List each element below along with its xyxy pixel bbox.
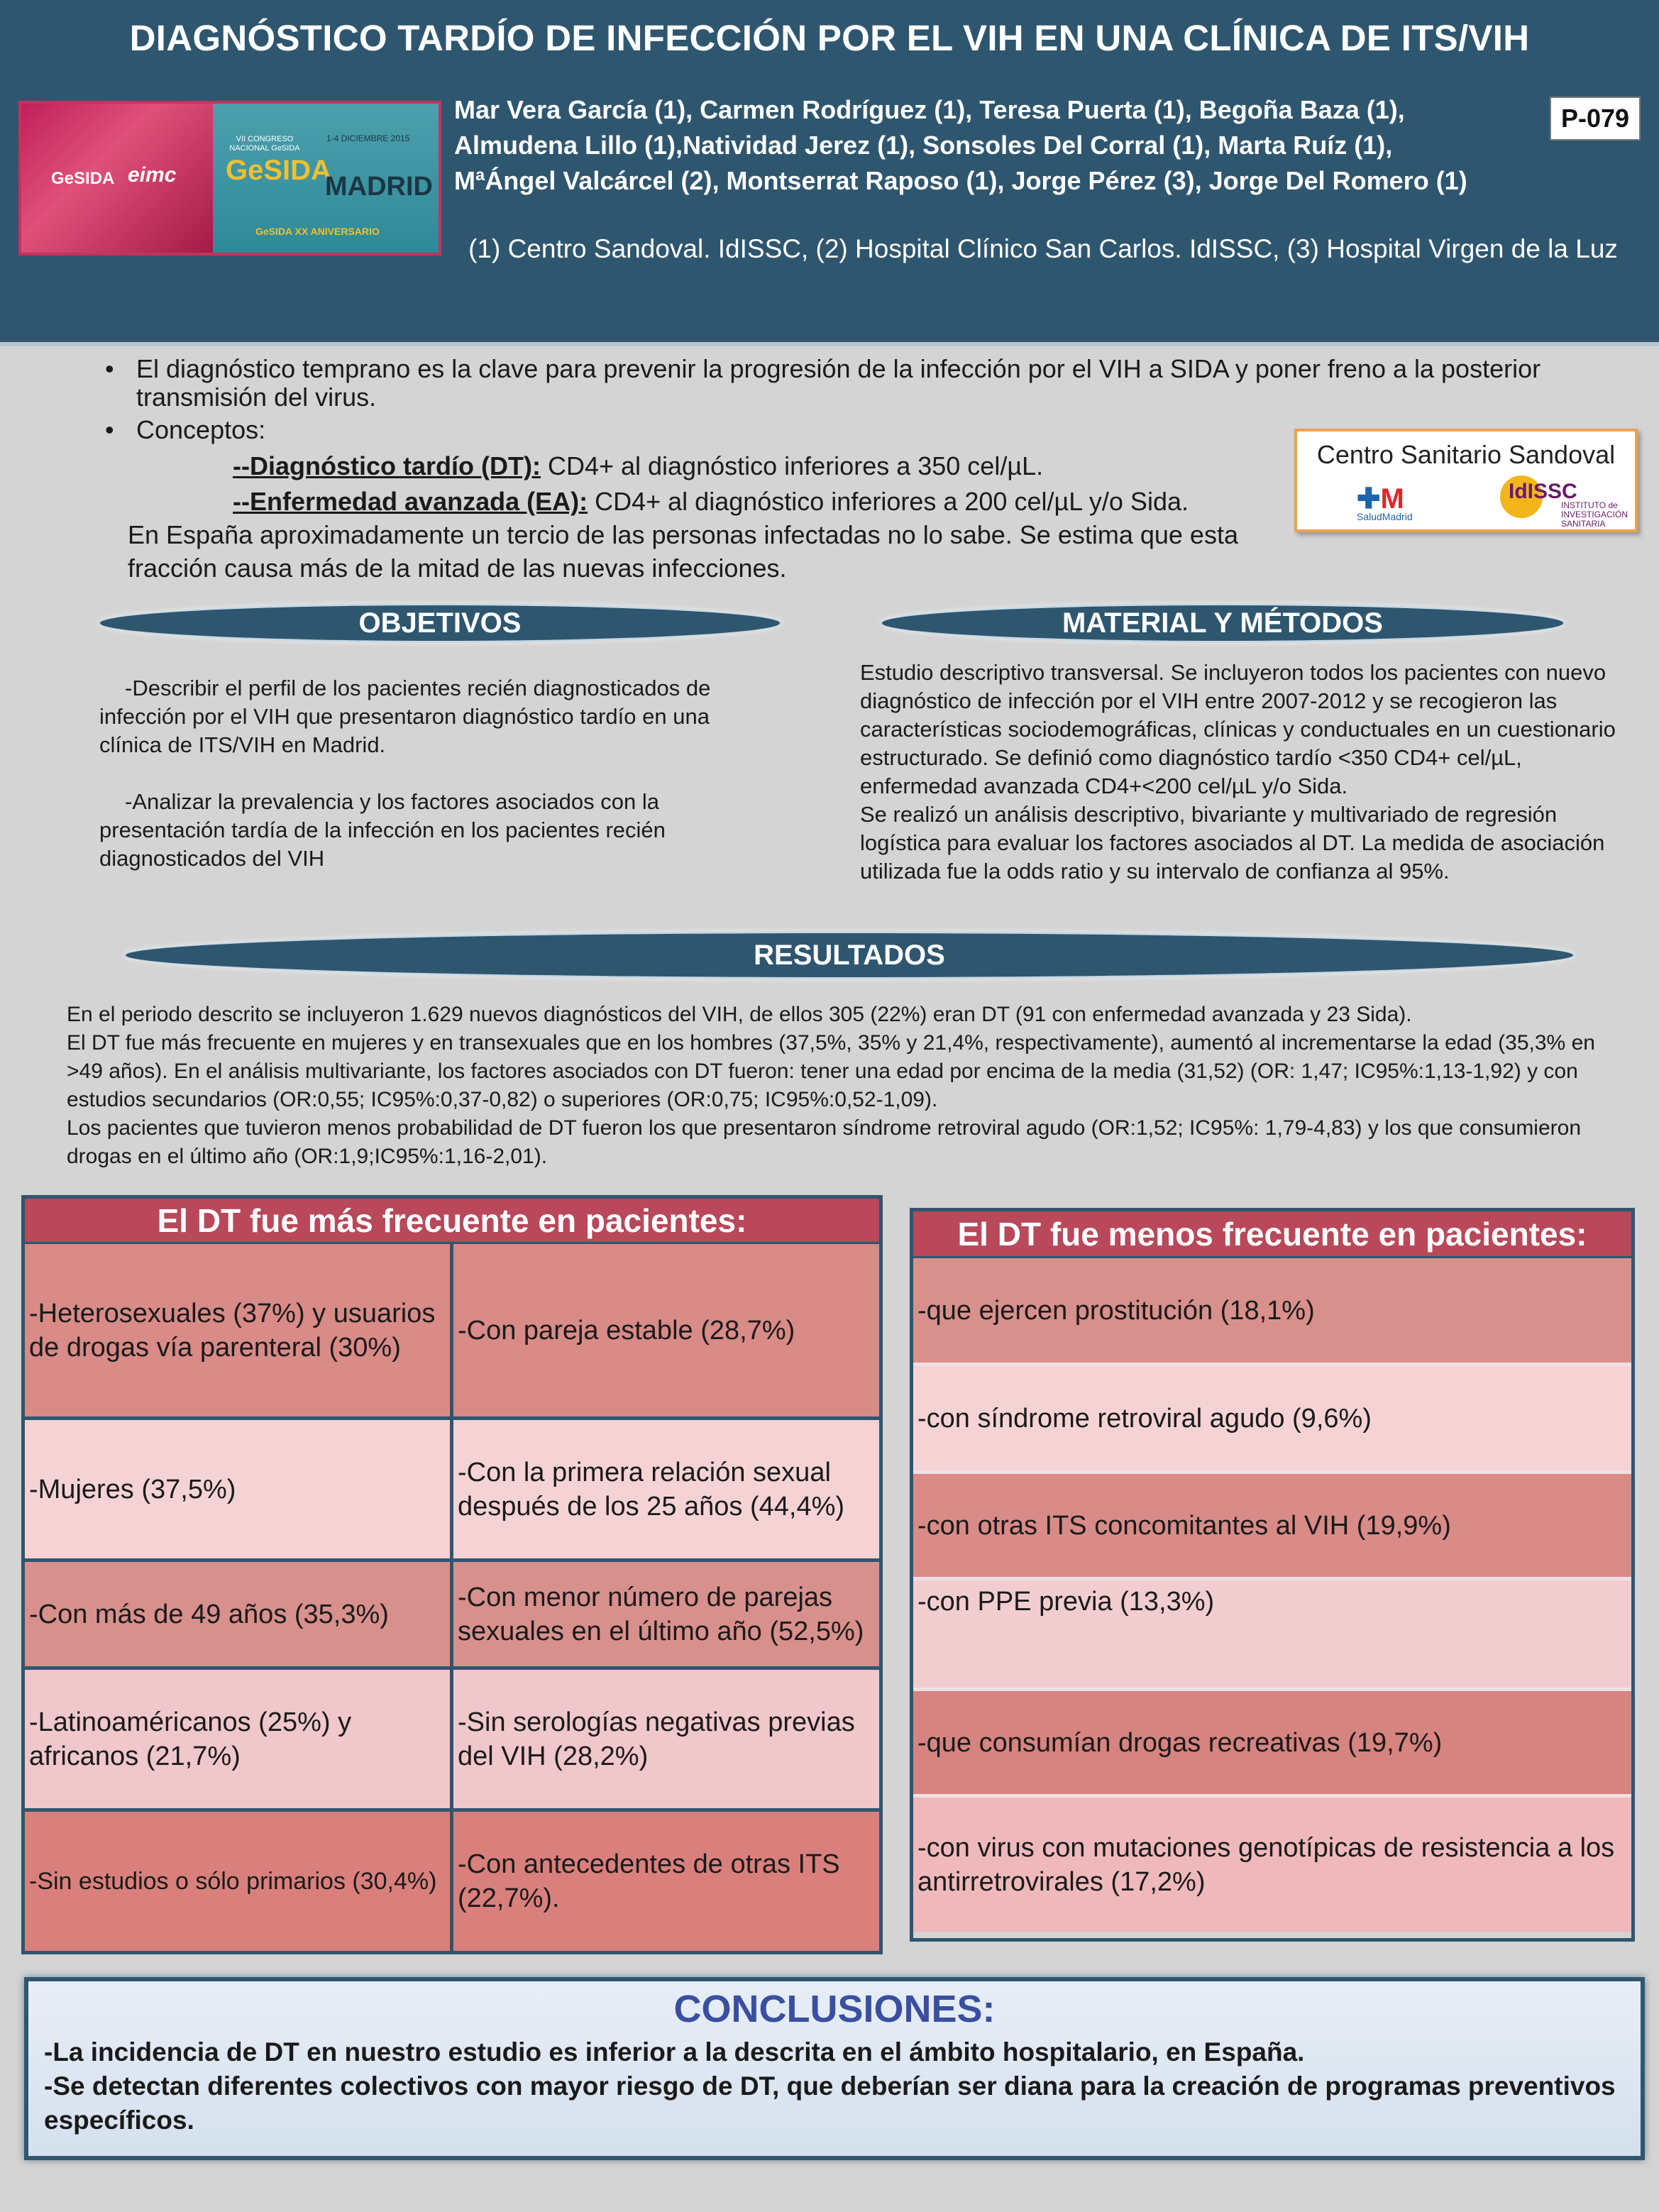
table-cell: -Sin estudios o sólo primarios (30,4%) bbox=[25, 1812, 453, 1951]
conclusions-body bbox=[44, 2035, 1633, 2137]
more-frequent-table bbox=[21, 1195, 883, 1954]
table-cell: -Con antecedentes de otras ITS (22,7%). bbox=[453, 1812, 879, 1951]
congress-banner bbox=[18, 101, 441, 255]
banner-dates: 1-4 DICIEMBRE 2015 bbox=[326, 133, 410, 143]
concept-text: CD4+ al diagnóstico inferiores a 350 cel/µL. bbox=[540, 451, 1044, 480]
more-frequent-title: El DT fue más frecuente en pacientes: bbox=[25, 1199, 879, 1244]
less-frequent-table bbox=[910, 1208, 1635, 1942]
table-cell: -Con pareja estable (28,7%) bbox=[453, 1244, 879, 1420]
banner-info bbox=[213, 104, 439, 253]
conclusions-title: CONCLUSIONES: bbox=[673, 1988, 996, 2030]
poster-code-badge: P-079 bbox=[1550, 97, 1641, 141]
resultados-paragraph: En el periodo descrito se incluyeron 1.629 nuevos diagnósticos del VIH, de ellos 305 (22%) eran DT (91 con enfermedad avanzada y 23 Sida). bbox=[67, 1003, 1412, 1026]
table-cell: -Mujeres (37,5%) bbox=[25, 1420, 453, 1562]
table-cell: -Heterosexuales (37%) y usuarios de drogas vía parenteral (30%) bbox=[25, 1244, 453, 1420]
objetivos-heading: OBJETIVOS bbox=[98, 603, 782, 643]
concept-advanced-disease bbox=[233, 487, 1189, 517]
banner-photo bbox=[21, 104, 213, 253]
metodos-paragraph: Se realizó un análisis descriptivo, bivariante y multivariado de regresión logística para evaluar los factores asociados al DT. La medida de asociación utilizada fue la odds ratio y su intervalo de confianza al 95%. bbox=[860, 802, 1605, 884]
idissc-logo: IdISSC bbox=[1509, 480, 1577, 503]
centro-sandoval-logo-box bbox=[1294, 429, 1638, 532]
more-frequent-grid bbox=[25, 1244, 879, 1951]
table-cell: -Con más de 49 años (35,3%) bbox=[25, 1562, 453, 1670]
table-row: -con PPE previa (13,3%) bbox=[913, 1580, 1631, 1691]
author-line: Mar Vera García (1), Carmen Rodríguez (1), Teresa Puerta (1), Begoña Baza (1), bbox=[454, 95, 1405, 124]
objetivo-paragraph: -Describir el perfil de los pacientes recién diagnosticados de infección por el VIH que presentaron diagnóstico tardío en una clínica de ITS/VIH en Madrid. bbox=[99, 676, 711, 757]
concept-text: CD4+ al diagnóstico inferiores a 200 cel/µL y/o Sida. bbox=[588, 487, 1189, 516]
table-cell: -Con la primera relación sexual después de los 25 años (44,4%) bbox=[453, 1420, 879, 1562]
banner-congress: VII CONGRESO NACIONAL GeSIDA bbox=[229, 135, 300, 153]
affiliations: (1) Centro Sandoval. IdISSC, (2) Hospital Clínico San Carlos. IdISSC, (3) Hospital Virgen de la Luz bbox=[468, 234, 1618, 263]
seimc-logo: eimc bbox=[128, 163, 177, 187]
less-frequent-title: El DT fue menos frecuente en pacientes: bbox=[913, 1211, 1631, 1258]
metodos-heading: MATERIAL Y MÉTODOS bbox=[880, 603, 1565, 643]
resultados-paragraph: El DT fue más frecuente en mujeres y en transexuales que en los hombres (37,5%, 35% y 21,4%, respectivamente), aumentó al incrementarse la edad (35,3% en >49 años). En el análisis multivariante, los factores asociados con DT fueron: tener una edad por encima de la media (31,52) (OR: 1,47; IC95%:1,13-1,92) y con estudios secundarios (OR:0,55; IC95%:0,37-0,82) o superiores (OR:0,75; IC95%:0,52-1,09). bbox=[67, 1031, 1595, 1111]
concept-late-diagnosis bbox=[233, 451, 1043, 481]
table-cell: -Con menor número de parejas sexuales en el último año (52,5%) bbox=[453, 1562, 879, 1670]
resultados-paragraph: Los pacientes que tuvieron menos probabilidad de DT fueron los que presentaron síndrome retroviral agudo (OR:1,52; IC95%: 1,79-4,83) y los que consumieron drogas en el último año (OR:1,9;IC95%:1,16-2,01). bbox=[67, 1116, 1582, 1168]
intro-spain-paragraph: En España aproximadamente un tercio de las personas infectadas no lo sabe. Se estima que esta fracción causa más de la mitad de las nuevas infecciones. bbox=[128, 520, 1238, 583]
table-cell: -Latinoaméricanos (25%) y africanos (21,7%) bbox=[25, 1670, 453, 1812]
table-row: -que ejercen prostitución (18,1%) bbox=[913, 1258, 1631, 1366]
author-list bbox=[454, 92, 1604, 199]
objetivo-paragraph: -Analizar la prevalencia y los factores asociados con la presentación tardía de la infección en los pacientes recién diagnosticados del VIH bbox=[99, 789, 666, 871]
banner-city: MADRID bbox=[325, 172, 433, 202]
logobox-title: Centro Sanitario Sandoval bbox=[1316, 440, 1616, 469]
objetivos-text bbox=[99, 674, 766, 873]
conclusions-box bbox=[24, 1977, 1645, 2160]
table-cell: -Sin serologías negativas previas del VIH (28,2%) bbox=[453, 1670, 879, 1812]
poster-header bbox=[0, 0, 1659, 346]
concept-label: --Enfermedad avanzada (EA): bbox=[233, 487, 588, 516]
salud-madrid-logo: ✚M SaludMadrid bbox=[1357, 483, 1413, 522]
author-line: Almudena Lillo (1),Natividad Jerez (1), Sonsoles Del Corral (1), Marta Ruíz (1), bbox=[454, 131, 1393, 160]
table-row: -que consumían drogas recreativas (19,7%) bbox=[913, 1691, 1631, 1798]
banner-gesida: GeSIDA bbox=[226, 155, 331, 186]
banner-anniversary: GeSIDA XX ANIVERSARIO bbox=[255, 226, 380, 237]
idissc-subtitle: INSTITUTO de INVESTIGACIÓN SANITARIA bbox=[1561, 500, 1628, 529]
gesida-logo: GeSIDA bbox=[51, 169, 115, 188]
concept-label: --Diagnóstico tardío (DT): bbox=[233, 451, 541, 480]
author-line: MªÁngel Valcárcel (2), Montserrat Raposo (1), Jorge Pérez (3), Jorge Del Romero (1) bbox=[454, 166, 1467, 195]
resultados-text bbox=[67, 1001, 1628, 1171]
conclusion-line: -La incidencia de DT en nuestro estudio es inferior a la descrita en el ámbito hospitalario, en España. bbox=[44, 2037, 1305, 2067]
metodos-paragraph: Estudio descriptivo transversal. Se incluyeron todos los pacientes con nuevo diagnóstico de infección por el VIH entre 2007-2012 y se recogieron las características sociodemográficas, clínicas y conductuales en un cuestionario estructurado. Se definió como diagnóstico tardío <350 CD4+ cel/µL, enfermedad avanzada CD4+<200 cel/µL y/o Sida. bbox=[860, 660, 1616, 798]
metodos-text bbox=[860, 659, 1633, 886]
resultados-heading: RESULTADOS bbox=[123, 931, 1575, 979]
conclusion-line: -Se detectan diferentes colectivos con mayor riesgo de DT, que deberían ser diana para la creación de programas preventivos específicos. bbox=[44, 2071, 1616, 2135]
intro-bullet: • Conceptos: bbox=[105, 416, 1595, 444]
poster-title: DIAGNÓSTICO TARDÍO DE INFECCIÓN POR EL VIH EN UNA CLÍNICA DE ITS/VIH bbox=[129, 18, 1530, 58]
table-row: -con virus con mutaciones genotípicas de resistencia a los antirretrovirales (17,2%) bbox=[913, 1798, 1631, 1932]
table-row: -con síndrome retroviral agudo (9,6%) bbox=[913, 1366, 1631, 1474]
intro-bullet: • El diagnóstico temprano es la clave para prevenir la progresión de la infección por el VIH a SIDA y poner freno a la posterior transmisión del virus. bbox=[105, 355, 1595, 412]
table-row: -con otras ITS concomitantes al VIH (19,9%) bbox=[913, 1474, 1631, 1580]
